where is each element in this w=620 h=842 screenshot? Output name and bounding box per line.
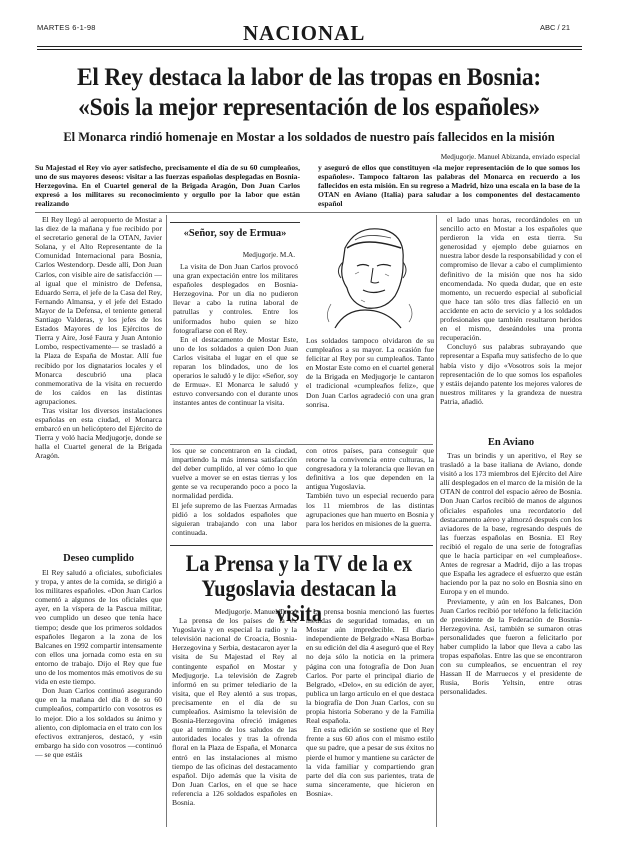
- paragraph: Previamente, y aún en los Balcanes, Don Juan Carlos recibió por teléfono la felicitación de presidente de la Federación de Bosnia-Herzegovina. Así, también se sumaron otras personalidades que fueron a felicitarlo por haber cumplido la labor que lleva a cabo las tropas españolas. Entre las que se encontraron con su cumpleaños, se encuentran el rey Hassan II de Marruecos y el presidente de Rusia, Boris Yeltsin, entre otras personalidades.: [440, 596, 582, 697]
- photo-caption: Los soldados tampoco olvidaron de su cumpleaños a su mayor. La ocasión fue felicitar al Rey por su cumpleaños. Tanto en Mostar Este como en el cuartel general de la Brigada en Medjugorje le cantaron el tradicional «cumpleaños feliz», que Don Juan Carlos agradeció con una gran sonrisa.: [306, 336, 434, 409]
- mid-rule: [170, 444, 433, 445]
- paragraph: La prensa bosnia mencionó las fuertes medidas de seguridad tomadas, en un Mostar aún impredecible. El diario independiente de Belgrado «Nasa Borba» en su edición del día 4 aseguró que el Rey no deja sólo la noticia en la primera página con una fotografía de Don Juan Carlos. Por parte el principal diario de Belgrado, «Delo», en su edición de ayer, publica un largo artículo en el que destaca la biografía de Don Juan Carlos, con su propia historia Soberano y de la Familia Real española.: [306, 607, 434, 726]
- king-portrait-illustration: [305, 218, 433, 330]
- subhead-aviano: En Aviano: [487, 437, 535, 448]
- story2-left: [172, 607, 297, 827]
- paragraph: La prensa de los países de la ex Yugoslavia y en especial la radio y la televisión nacional de Croacia, Bosnia-Herzegovina y Serbia, destacaron ayer la visita de Su Majestad el Rey al contingente español en Mostar y Medjugorje. La televisión de Zagreb informó en su primer telediario de la visita, que el Rey alentó a sus tropas, precisamente en el día de su cumpleaños. Asimismo la televisión de Bosnia-Herzegovina ofreció imágenes que al termino de los saludos de las autoridades locales y tras la ofrenda floral en la Plaza de España, el Monarca entró en las instalaciones al mismo tiempo de las oficinas del destacamento español. Dijo además que la visita de Don Juan Carlos, en el que se hace referencia a 126 soldados españoles en Bosnia.: [172, 616, 297, 807]
- column-4b: [440, 451, 582, 826]
- mid-text-right: con otros países, para conseguir que retorne la convivencia entre culturas, la congresadora y la tolerancia que llevan en definitiva a los que dependen en la antigua Yugoslavia. También tuvo un especial recuerdo para los 11 miembros de las distintas agrupaciones que han muerto en Bosnia y para los heridos en misiones de la guerra.: [306, 446, 434, 528]
- byline: Medjugorje. Manuel Abizanda, enviado especial: [440, 153, 580, 161]
- header-rule: [37, 46, 582, 47]
- paragraph: Don Juan Carlos continuó asegurando que en la mañana del día 8 de su 60 cumpleaños, compartirlo con vosotros es lo mejor. Dio a los soldados su ánimo y aliento, con diplomacia en el trato con los efectivos extranjeros, destacó, y «sin embargo ha sido con vosotros —continuó— se que estáis: [35, 686, 162, 759]
- paragraph: Tras visitar los diversos instalaciones españolas en esta ciudad, el Monarca embarcó en un helicóptero del Ejército de Tierra y voló hacia Medjugorje, donde se halla el Cuartel general de la Brigada Aragón.: [35, 405, 162, 461]
- paragraph: Medjugorje. Manuel Taccó: [214, 607, 297, 616]
- lead-left: Su Majestad el Rey vio ayer satisfecho, precisamente el día de su 60 cumpleaños, uno de sus mayores deseos: visitar a las fuerzas españolas desplegadas en Bosnia-Herzegovina. En el Cuartel general de la Brigada Aragón, Don Juan Carlos expresó a los militares su reconocimiento y orgullo por la labor que están realizando: [35, 163, 300, 209]
- column-rule: [436, 215, 437, 827]
- mid-text-left: los que se concentraron en la ciudad, impartiendo la más intensa satisfacción del deber cumplido, al ver cómo lo que vuelve a mover se en estas tierras y los gente se va recuperando poco a poco la normalidad perdida. El jefe supremo de las Fuerzas Armadas pidió a los soldados españoles que siguieran trabajando con una labor continuada.: [172, 446, 297, 537]
- lead-right: y aseguró de ellos que constituyen «la mejor representación de lo que somos los españoles». Tampoco faltaron las palabras del Monarca en recuerdo a los fallecidos en esta misión. En su regreso a Madrid, hizo una escala en la base de la OTAN en Aviano (Italia) para saludar a los componentes del destacamento español: [318, 163, 580, 209]
- deck: El Monarca rindió homenaje en Mostar a los soldados de nuestro país fallecidos en la misión: [63, 130, 555, 144]
- paragraph: La visita de Don Juan Carlos provocó una gran expectación entre los militares españoles desplegados en Bosnia-Herzegovina. Por un día no pudieron llevar a cabo la rutina laboral de patrullas y controles. Entre los uniformados hubo quien se hizo fotografiarse con el Rey.: [173, 262, 298, 335]
- box-text: [173, 262, 298, 440]
- box-title: «Señor, soy de Ermua»: [183, 228, 287, 239]
- subhead-deseo: Deseo cumplido: [63, 553, 134, 564]
- column-rule: [166, 215, 167, 827]
- paragraph: En esta edición se sostiene que el Rey frente a sus 60 años con el mismo estilo que su padre, que a pesar de sus éxitos no pierde el humor y mantiene su carácter de la vida familiar y compartiendo gran parte del día con sus parientes, trata de suma sinceramente, que hicieron en Bosnia».: [306, 725, 434, 798]
- headline-line-1: El Rey destaca la labor de las tropas en Bosnia:: [76, 62, 542, 91]
- paragraph: el lado unas horas, recordándoles en un sencillo acto en Mostar a los españoles que perdieron la vida en esta tierra. Su generosidad y ejemplo debe guiarnos en nuestra labor desde la responsabilidad y con el compromiso de llevar a cabo el cumplimiento definitivo de la misión que nos ha sido encomendada. No queda dudar, que en este momento, un recuerdo especial al suboficial que hace tan sólo tres días falleció en un accidente en acto de servicio y a los soldados profesionales que también resultaron heridos en el mismo, deseándoles una pronta recuperación.: [440, 215, 582, 343]
- paragraph: Concluyó sus palabras subrayando que representar a España muy satisfecho de lo que había visto y dijo «Vosotros sois la mejor representación de lo que somos los españoles y estáis dejando patente los mejores valores de nuestros militares y la grandeza de nuestra Patria, añadió.: [440, 342, 582, 406]
- page-number: ABC / 21: [540, 23, 571, 32]
- column-1b: [35, 568, 162, 823]
- section-title: NACIONAL: [243, 21, 366, 45]
- lead-rule: [35, 212, 580, 213]
- column-1: [35, 215, 162, 533]
- story2-headline: La Prensa y la TV de la ex Yugoslavia destacan la visita: [185, 551, 413, 626]
- header-rule-2: [37, 49, 582, 50]
- paragraph: Tras un brindis y un aperitivo, el Rey se trasladó a la base italiana de Aviano, donde visitó a los 173 miembros del Ejército del Aire allí desplegados en el marco de la misión de la OTAN de control del espacio aéreo de Bosnia. Don Juan Carlos recibió de manos de algunos oficiales españoles una recordatorio del destacamento aéreo y almorzó después con los aviadores de la base, regresando después de las fuerzas españolas en Bosnia. El Rey recibió el regalo de una serie de fotografías que le hacía participar en «el cumpleaños». Antes de regresar a Madrid, dijo a las tropas que España les agradece el esfuerzo que están haciendo por la paz no solo en Bosnia sino en Europa y en el mundo.: [440, 451, 582, 597]
- story2-right: [306, 607, 434, 827]
- paragraph: El Rey saludó a oficiales, suboficiales y tropa, y antes de la comida, se dirigió a los militares españoles. «Don Juan Carlos comentó a algunos de los oficiales que ayer, en la víspera de la Pascua militar, veo cumplido un deseo que tenía hace tiempo; desde que los primeros soldados españoles llegaron a la zona de los Balcanes en 1992 compartir intensamente con ellos una jornada como esta en su entorno de trabajo. Dijo el Rey que fue uno de los momentos más emotivos de su vida en este tiempo.: [35, 568, 162, 687]
- paragraph: El Rey llegó al aeropuerto de Mostar a las diez de la mañana y fue recibido por el secretario general de la OTAN, Javier Solana, y el Alto Representante de la Comunidad Internacional para Bosnia, Carlos Westendorp. Desde allí, Don Juan Carlos, con visible aire de satisfacción —al igual que el ministro de Defensa, Eduardo Serra, el jefe de la Casa del Rey, Fernando Almansa, y el jefe del Estado Mayor de la Defensa, el teniente general Santiago Valderas, y los jefes de los Estados Mayores de los Ejércitos de Tierra y Aire, José Faura y Juan Antonio Lombo, respectivamente— se trasladó a la Plaza de España de Mostar. Allí fue recibido por los dignatarios locales y el Monarca descubrió una placa conmemorativa de la visita en recuerdo de los caídos en las distintas agrupaciones.: [35, 215, 162, 406]
- column-4: [440, 215, 582, 422]
- headline-line-2: «Sois la mejor representación de los españoles»: [78, 92, 540, 121]
- box-byline: Medjugorje. M.A.: [242, 251, 295, 259]
- story2-rule: [170, 545, 433, 546]
- paragraph: En el destacamento de Mostar Este, uno de los soldados a quien Don Juan Carlos visitaba el lugar en el que se reparan los blindados, uno de los operarios le saludó y le dijo: «Señor, soy de Ermua». El Monarca le saludó y estuvo conversando con el durante unos instantes antes de continuar la visita.: [173, 334, 298, 408]
- issue-date: MARTES 6-1-98: [37, 23, 96, 32]
